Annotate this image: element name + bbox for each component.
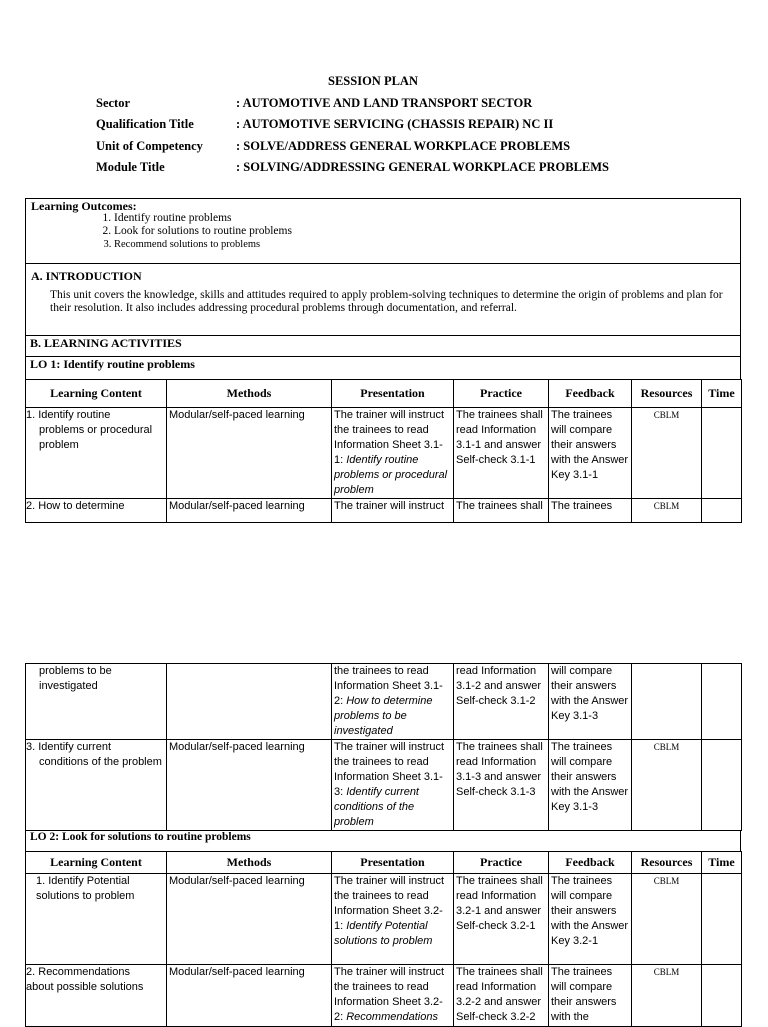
presentation-cell: The trainer will instruct: [332, 499, 454, 523]
learning-activities-title: B. LEARNING ACTIVITIES: [30, 336, 182, 350]
learning-content-text: problems to be investigated: [39, 665, 112, 692]
presentation-text: The trainer will instruct the trainees to read Information Sheet 3.1-3:: [334, 741, 445, 798]
learning-content-text: problems or procedural problem: [39, 424, 153, 451]
feedback-cell: The trainees: [549, 499, 632, 523]
learning-content-text: conditions of the problem: [39, 756, 162, 768]
resources-cell: CBLM: [632, 965, 702, 1027]
header-label: Unit of Competency: [96, 139, 203, 153]
item-number: 3.: [26, 741, 36, 753]
lo2-box: [25, 830, 741, 852]
presentation-topic: Recommendations: [346, 1011, 438, 1023]
introduction-text: This unit covers the knowledge, skills and attitudes required to apply problem-solving techniques to determine the origin of problems and plan for their resolution. It also includes addressing procedural problems through documentation, and referral.: [50, 289, 723, 314]
resources-cell: CBLM: [632, 740, 702, 831]
learning-content-cell: [26, 740, 167, 831]
header-row-qualification: [96, 117, 746, 138]
presentation-topic: Identify current conditions of the problem: [334, 786, 419, 828]
time-cell: [702, 874, 742, 965]
presentation-topic: Identify routine problems or procedural problem: [334, 454, 448, 496]
feedback-cell: The trainees will compare their answers with the Answer Key 3.1-3: [549, 740, 632, 831]
presentation-cell: [332, 664, 454, 740]
learning-content-text: solutions to problem: [36, 890, 135, 902]
col-header-methods: Methods: [167, 380, 332, 408]
time-cell: [702, 740, 742, 831]
feedback-cell: will compare their answers with the Answer Key 3.1-3: [549, 664, 632, 740]
presentation-topic: How to determine problems to be investigated: [334, 695, 433, 737]
methods-cell: [167, 664, 332, 740]
methods-cell: Modular/self-paced learning: [167, 740, 332, 831]
header-value: : SOLVING/ADDRESSING GENERAL WORKPLACE PROBLEMS: [236, 160, 609, 174]
learning-activities-box: [25, 335, 741, 357]
learning-content-cell: [26, 408, 167, 499]
feedback-cell: The trainees will compare their answers with the: [549, 965, 632, 1027]
col-header-learning-content: Learning Content: [26, 852, 167, 874]
presentation-text: The trainer will instruct the trainees to read Information Sheet 3.2-1:: [334, 875, 445, 932]
time-cell: [702, 408, 742, 499]
learning-content-text: Identify Potential: [48, 875, 130, 887]
learning-outcomes-box: [25, 198, 741, 264]
header-label: Module Title: [96, 160, 165, 174]
presentation-cell: [332, 740, 454, 831]
table-header-row: [26, 852, 742, 874]
presentation-cell: [332, 965, 454, 1027]
lo1-activities-table-page1: [25, 379, 742, 523]
introduction-box: [25, 263, 741, 336]
list-item: 2. Look for solutions to routine problems: [114, 225, 292, 238]
lo1-activities-table-page2: [25, 663, 742, 831]
presentation-text: the trainees to read Information Sheet 3.1-2:: [334, 665, 443, 707]
col-header-learning-content: Learning Content: [26, 380, 167, 408]
learning-outcomes-title: Learning Outcomes:: [31, 199, 137, 213]
col-header-feedback: Feedback: [549, 852, 632, 874]
learning-outcomes-list: [96, 212, 292, 251]
methods-cell: Modular/self-paced learning: [167, 965, 332, 1027]
header-value: : AUTOMOTIVE SERVICING (CHASSIS REPAIR) NC II: [236, 117, 554, 131]
practice-cell: The trainees shall read Information 3.2-2 and answer Self-check 3.2-2: [454, 965, 549, 1027]
header-row-sector: [96, 96, 746, 117]
practice-cell: The trainees shall read Information 3.1-3 and answer Self-check 3.1-3: [454, 740, 549, 831]
col-header-resources: Resources: [632, 852, 702, 874]
methods-cell: Modular/self-paced learning: [167, 874, 332, 965]
feedback-cell: The trainees will compare their answers with the Answer Key 3.1-1: [549, 408, 632, 499]
learning-content-text: Recommendations: [38, 966, 130, 978]
table-row: [26, 965, 742, 1027]
col-header-presentation: Presentation: [332, 852, 454, 874]
lo2-activities-table: [25, 851, 742, 1027]
time-cell: [702, 965, 742, 1027]
feedback-cell: The trainees will compare their answers with the Answer Key 3.2-1: [549, 874, 632, 965]
presentation-text: The trainer will instruct the trainees to read Information Sheet 3.2-2:: [334, 966, 445, 1023]
header-label: Qualification Title: [96, 117, 194, 131]
document-title: SESSION PLAN: [328, 74, 418, 88]
item-number: 1.: [26, 409, 36, 421]
col-header-feedback: Feedback: [549, 380, 632, 408]
learning-content-text: Identify current: [38, 741, 112, 753]
item-number: 1.: [36, 875, 46, 887]
lo1-title: LO 1: Identify routine problems: [30, 357, 195, 371]
practice-cell: The trainees shall read Information 3.1-1 and answer Self-check 3.1-1: [454, 408, 549, 499]
methods-cell: Modular/self-paced learning: [167, 408, 332, 499]
lo2-title: LO 2: Look for solutions to routine problems: [30, 831, 251, 843]
table-header-row: [26, 380, 742, 408]
time-cell: [702, 664, 742, 740]
methods-cell: Modular/self-paced learning: [167, 499, 332, 523]
col-header-practice: Practice: [454, 852, 549, 874]
item-number: 2.: [26, 966, 36, 978]
resources-cell: CBLM: [632, 874, 702, 965]
resources-cell: [632, 664, 702, 740]
time-cell: [702, 499, 742, 523]
header-value: : SOLVE/ADDRESS GENERAL WORKPLACE PROBLEMS: [236, 139, 571, 153]
learning-content-cell: [26, 499, 167, 523]
lo1-box: [25, 356, 741, 380]
introduction-title: A. INTRODUCTION: [31, 269, 142, 283]
resources-cell: CBLM: [632, 408, 702, 499]
col-header-time: Time: [702, 380, 742, 408]
table-row: [26, 874, 742, 965]
table-row: [26, 408, 742, 499]
item-number: 2.: [26, 500, 36, 512]
presentation-text: The trainer will instruct the trainees to read Information Sheet 3.1-1:: [334, 409, 445, 466]
presentation-topic: Identify Potential solutions to problem: [334, 920, 433, 947]
presentation-cell: [332, 874, 454, 965]
learning-content-text: Identify routine: [38, 409, 111, 421]
learning-content-text: How to determine: [38, 500, 125, 512]
col-header-methods: Methods: [167, 852, 332, 874]
resources-cell: CBLM: [632, 499, 702, 523]
practice-cell: The trainees shall read Information 3.2-1 and answer Self-check 3.2-1: [454, 874, 549, 965]
learning-content-text: about possible solutions: [26, 981, 144, 993]
table-row: [26, 499, 742, 523]
learning-content-cell: [26, 664, 167, 740]
table-row: [26, 740, 742, 831]
header-label: Sector: [96, 96, 131, 110]
list-item: 1. Identify routine problems: [114, 212, 292, 225]
col-header-presentation: Presentation: [332, 380, 454, 408]
practice-cell: read Information 3.1-2 and answer Self-check 3.1-2: [454, 664, 549, 740]
learning-content-cell: [26, 874, 167, 965]
list-item: 3. Recommend solutions to problems: [114, 238, 292, 251]
presentation-cell: [332, 408, 454, 499]
learning-content-cell: [26, 965, 167, 1027]
table-row: [26, 664, 742, 740]
col-header-practice: Practice: [454, 380, 549, 408]
col-header-time: Time: [702, 852, 742, 874]
col-header-resources: Resources: [632, 380, 702, 408]
header-value: : AUTOMOTIVE AND LAND TRANSPORT SECTOR: [236, 96, 533, 110]
practice-cell: The trainees shall: [454, 499, 549, 523]
header-row-competency: [96, 139, 746, 160]
header-row-module: [96, 160, 746, 181]
